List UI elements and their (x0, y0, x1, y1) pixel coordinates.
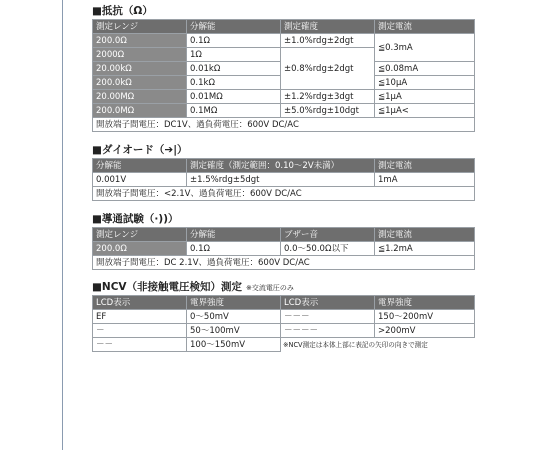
lcd-cell: － (93, 324, 187, 338)
table-row (93, 90, 475, 104)
continuity-footer: 開放端子間電圧：DC 2.1V、過負荷電圧：600V DC/AC (93, 256, 475, 270)
accuracy-cell: ±1.2%rdg±3dgt (281, 90, 375, 104)
diode-table (92, 158, 475, 201)
header-buzzer: ブザー音 (281, 228, 375, 242)
range-cell: 20.00MΩ (93, 90, 187, 104)
table-row (93, 104, 475, 118)
range-cell: 20.00kΩ (93, 62, 187, 76)
accuracy-cell: ±0.8%rdg±2dgt (281, 48, 375, 90)
current-cell: 1mA (375, 173, 475, 187)
field-cell: 100～150mV (187, 338, 281, 352)
header-current: 測定電流 (375, 20, 475, 34)
resolution-cell: 0.1Ω (187, 242, 281, 256)
lcd-cell: －－－ (281, 310, 375, 324)
resolution-cell: 0.01kΩ (187, 62, 281, 76)
accuracy-cell: ±5.0%rdg±10dgt (281, 104, 375, 118)
current-cell: ≦0.3mA (375, 34, 475, 62)
resolution-cell: 0.01MΩ (187, 90, 281, 104)
header-lcd: LCD表示 (281, 296, 375, 310)
buzzer-sound-icon: ·)) (154, 213, 169, 225)
field-cell: 50～100mV (187, 324, 281, 338)
resolution-cell: 0.1MΩ (187, 104, 281, 118)
accuracy-cell: ±1.0%rdg±2dgt (281, 34, 375, 48)
header-range: 測定レンジ (93, 20, 187, 34)
field-cell: >200mV (375, 324, 475, 338)
resolution-cell: 0.1Ω (187, 34, 281, 48)
ncv-table (92, 295, 475, 352)
header-range: 測定レンジ (93, 228, 187, 242)
buzzer-cell: 0.0～50.0Ω以下 (281, 242, 375, 256)
ncv-note: ※NCV測定は本体上部に表記の矢印の向きで測定 (283, 340, 428, 349)
accuracy-cell: ±1.5%rdg±5dgt (187, 173, 375, 187)
current-cell: ≦1μA (375, 90, 475, 104)
table-header-row (93, 228, 475, 242)
lcd-cell: －－－－ (281, 324, 375, 338)
range-cell: 200.0Ω (93, 34, 187, 48)
resolution-cell: 1Ω (187, 48, 281, 62)
ncv-title: ■NCV（非接触電圧検知）測定 ※交流電圧のみ (92, 281, 294, 293)
header-accuracy: 測定確度 (281, 20, 375, 34)
ncv-title-note: ※交流電圧のみ (246, 284, 294, 292)
header-resolution: 分解能 (93, 159, 187, 173)
current-cell: ≦10μA (375, 76, 475, 90)
table-footer-row (93, 187, 475, 201)
table-row (93, 338, 475, 352)
range-cell: 2000Ω (93, 48, 187, 62)
diode-title: ■ダイオード（➔|） (92, 144, 188, 156)
resistance-title: ■抵抗（Ω） (92, 5, 153, 17)
field-cell: 0～50mV (187, 310, 281, 324)
lcd-cell: EF (93, 310, 187, 324)
table-header-row (93, 20, 475, 34)
diode-footer: 開放端子間電圧：<2.1V、過負荷電圧：600V DC/AC (93, 187, 475, 201)
table-footer-row (93, 118, 475, 132)
field-cell: 150～200mV (375, 310, 475, 324)
header-current: 測定電流 (375, 228, 475, 242)
header-lcd: LCD表示 (93, 296, 187, 310)
header-current: 測定電流 (375, 159, 475, 173)
range-cell: 200.0Ω (93, 242, 187, 256)
table-row (93, 34, 475, 48)
lcd-cell: －－ (93, 338, 187, 352)
resolution-cell: 0.001V (93, 173, 187, 187)
range-cell: 200.0MΩ (93, 104, 187, 118)
resolution-cell: 0.1kΩ (187, 76, 281, 90)
resistance-table (92, 19, 475, 132)
table-row (93, 310, 475, 324)
current-cell: ≦1μA< (375, 104, 475, 118)
table-row (93, 242, 475, 256)
header-accuracy: 測定確度（測定範囲：0.10～2V未満） (187, 159, 375, 173)
table-header-row (93, 159, 475, 173)
table-row (93, 324, 475, 338)
table-footer-row (93, 256, 475, 270)
header-field-strength: 電界強度 (187, 296, 281, 310)
table-row (93, 173, 475, 187)
range-cell: 200.0kΩ (93, 76, 187, 90)
header-resolution: 分解能 (187, 20, 281, 34)
diode-symbol-icon: ➔| (164, 144, 178, 156)
continuity-title: ■導通試験（·))） (92, 213, 179, 225)
resistance-footer: 開放端子間電圧：DC1V、過負荷電圧：600V DC/AC (93, 118, 475, 132)
current-cell: ≦1.2mA (375, 242, 475, 256)
continuity-table (92, 227, 475, 270)
page-margin-line (62, 0, 63, 450)
header-resolution: 分解能 (187, 228, 281, 242)
spec-sheet (92, 4, 474, 352)
current-cell: ≦0.08mA (375, 62, 475, 76)
header-field-strength: 電界強度 (375, 296, 475, 310)
table-header-row (93, 296, 475, 310)
